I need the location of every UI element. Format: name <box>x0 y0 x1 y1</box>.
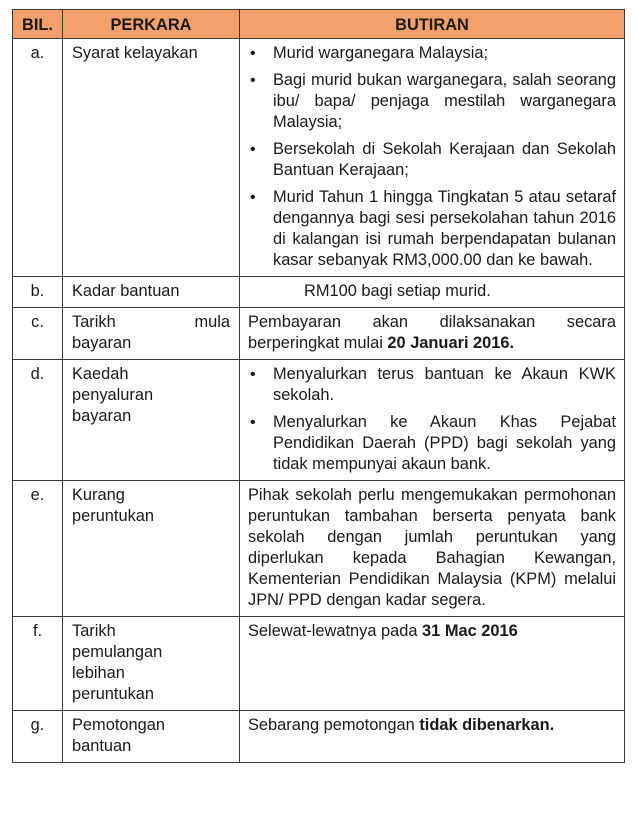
row-bil: d. <box>13 360 63 481</box>
bullet-list <box>248 364 616 475</box>
perkara-line: peruntukan <box>72 507 155 525</box>
row-perkara <box>63 711 240 763</box>
perkara-line: peruntukan <box>72 685 155 703</box>
row-perkara <box>63 617 240 711</box>
row-bold-text: tidak dibenarkan. <box>419 716 555 734</box>
row-bold-text: 20 Januari 2016. <box>387 334 515 352</box>
table-row <box>13 711 625 763</box>
row-bil: e. <box>13 481 63 617</box>
row-bold-text: 31 Mac 2016 <box>422 622 518 640</box>
row-text: Sebarang pemotongan <box>248 716 420 734</box>
perkara-line: pemulangan <box>72 643 163 661</box>
row-butiran <box>240 711 625 763</box>
row-butiran <box>240 617 625 711</box>
header-perkara: PERKARA <box>63 10 240 39</box>
perkara-line: Tarikh mula <box>72 313 230 331</box>
header-row <box>13 10 625 39</box>
header-bil: BIL. <box>13 10 63 39</box>
list-item: • Bagi murid bukan warganegara, salah seorang ibu/ bapa/ penjaga mestilah warganegara Malaysia; <box>248 70 616 133</box>
perkara-line: Tarikh <box>72 622 116 640</box>
row-bil: c. <box>13 308 63 360</box>
row-butiran <box>240 277 625 308</box>
table-row <box>13 308 625 360</box>
assistance-table <box>12 9 625 763</box>
row-text: RM100 bagi setiap murid. <box>304 282 491 300</box>
perkara-line: lebihan <box>72 664 125 682</box>
row-perkara <box>63 360 240 481</box>
row-bil: f. <box>13 617 63 711</box>
row-butiran <box>240 481 625 617</box>
list-item: • Menyalurkan ke Akaun Khas Pejabat Pendidikan Daerah (PPD) bagi sekolah yang tidak mempunyai akaun bank. <box>248 412 616 475</box>
row-perkara <box>63 481 240 617</box>
perkara-line: Kurang <box>72 486 125 504</box>
row-perkara <box>63 308 240 360</box>
perkara-line: Kaedah <box>72 365 129 383</box>
list-item: • Murid warganegara Malaysia; <box>248 43 616 64</box>
list-item: • Murid Tahun 1 hingga Tingkatan 5 atau setaraf dengannya bagi sesi persekolahan tahun 2016 di kalangan isi rumah berpendapatan bulanan kasar sebanyak RM3,000.00 dan ke bawah. <box>248 187 616 271</box>
row-text: Selewat-lewatnya pada <box>248 622 423 640</box>
perkara-line: penyaluran <box>72 386 154 404</box>
row-perkara: Kadar bantuan <box>63 277 240 308</box>
row-butiran <box>240 360 625 481</box>
row-text: Pihak sekolah perlu mengemukakan permohonan peruntukan tambahan berserta penyata bank sekolah dengan jumlah peruntukan yang diperlukan kepada Bahagian Kewangan, Kementerian Pendidikan Malaysia (KPM) melalui JPN/ PPD dengan kadar segera. <box>248 486 616 609</box>
perkara-line: Pemotongan <box>72 716 165 734</box>
row-bil: b. <box>13 277 63 308</box>
table-row <box>13 360 625 481</box>
perkara-line: bayaran <box>72 334 132 352</box>
list-item: • Bersekolah di Sekolah Kerajaan dan Sekolah Bantuan Kerajaan; <box>248 139 616 181</box>
perkara-line: bantuan <box>72 737 132 755</box>
bullet-list <box>248 43 616 271</box>
row-butiran <box>240 39 625 277</box>
table-row <box>13 481 625 617</box>
perkara-line: bayaran <box>72 407 132 425</box>
row-bil: a. <box>13 39 63 277</box>
list-item: • Menyalurkan terus bantuan ke Akaun KWK sekolah. <box>248 364 616 406</box>
table-row <box>13 617 625 711</box>
header-butiran: BUTIRAN <box>240 10 625 39</box>
table-row <box>13 277 625 308</box>
row-bil: g. <box>13 711 63 763</box>
row-butiran <box>240 308 625 360</box>
table-row <box>13 39 625 277</box>
row-perkara: Syarat kelayakan <box>63 39 240 277</box>
row-text: Pembayaran akan dilaksanakan secara berperingkat mulai <box>248 313 616 352</box>
